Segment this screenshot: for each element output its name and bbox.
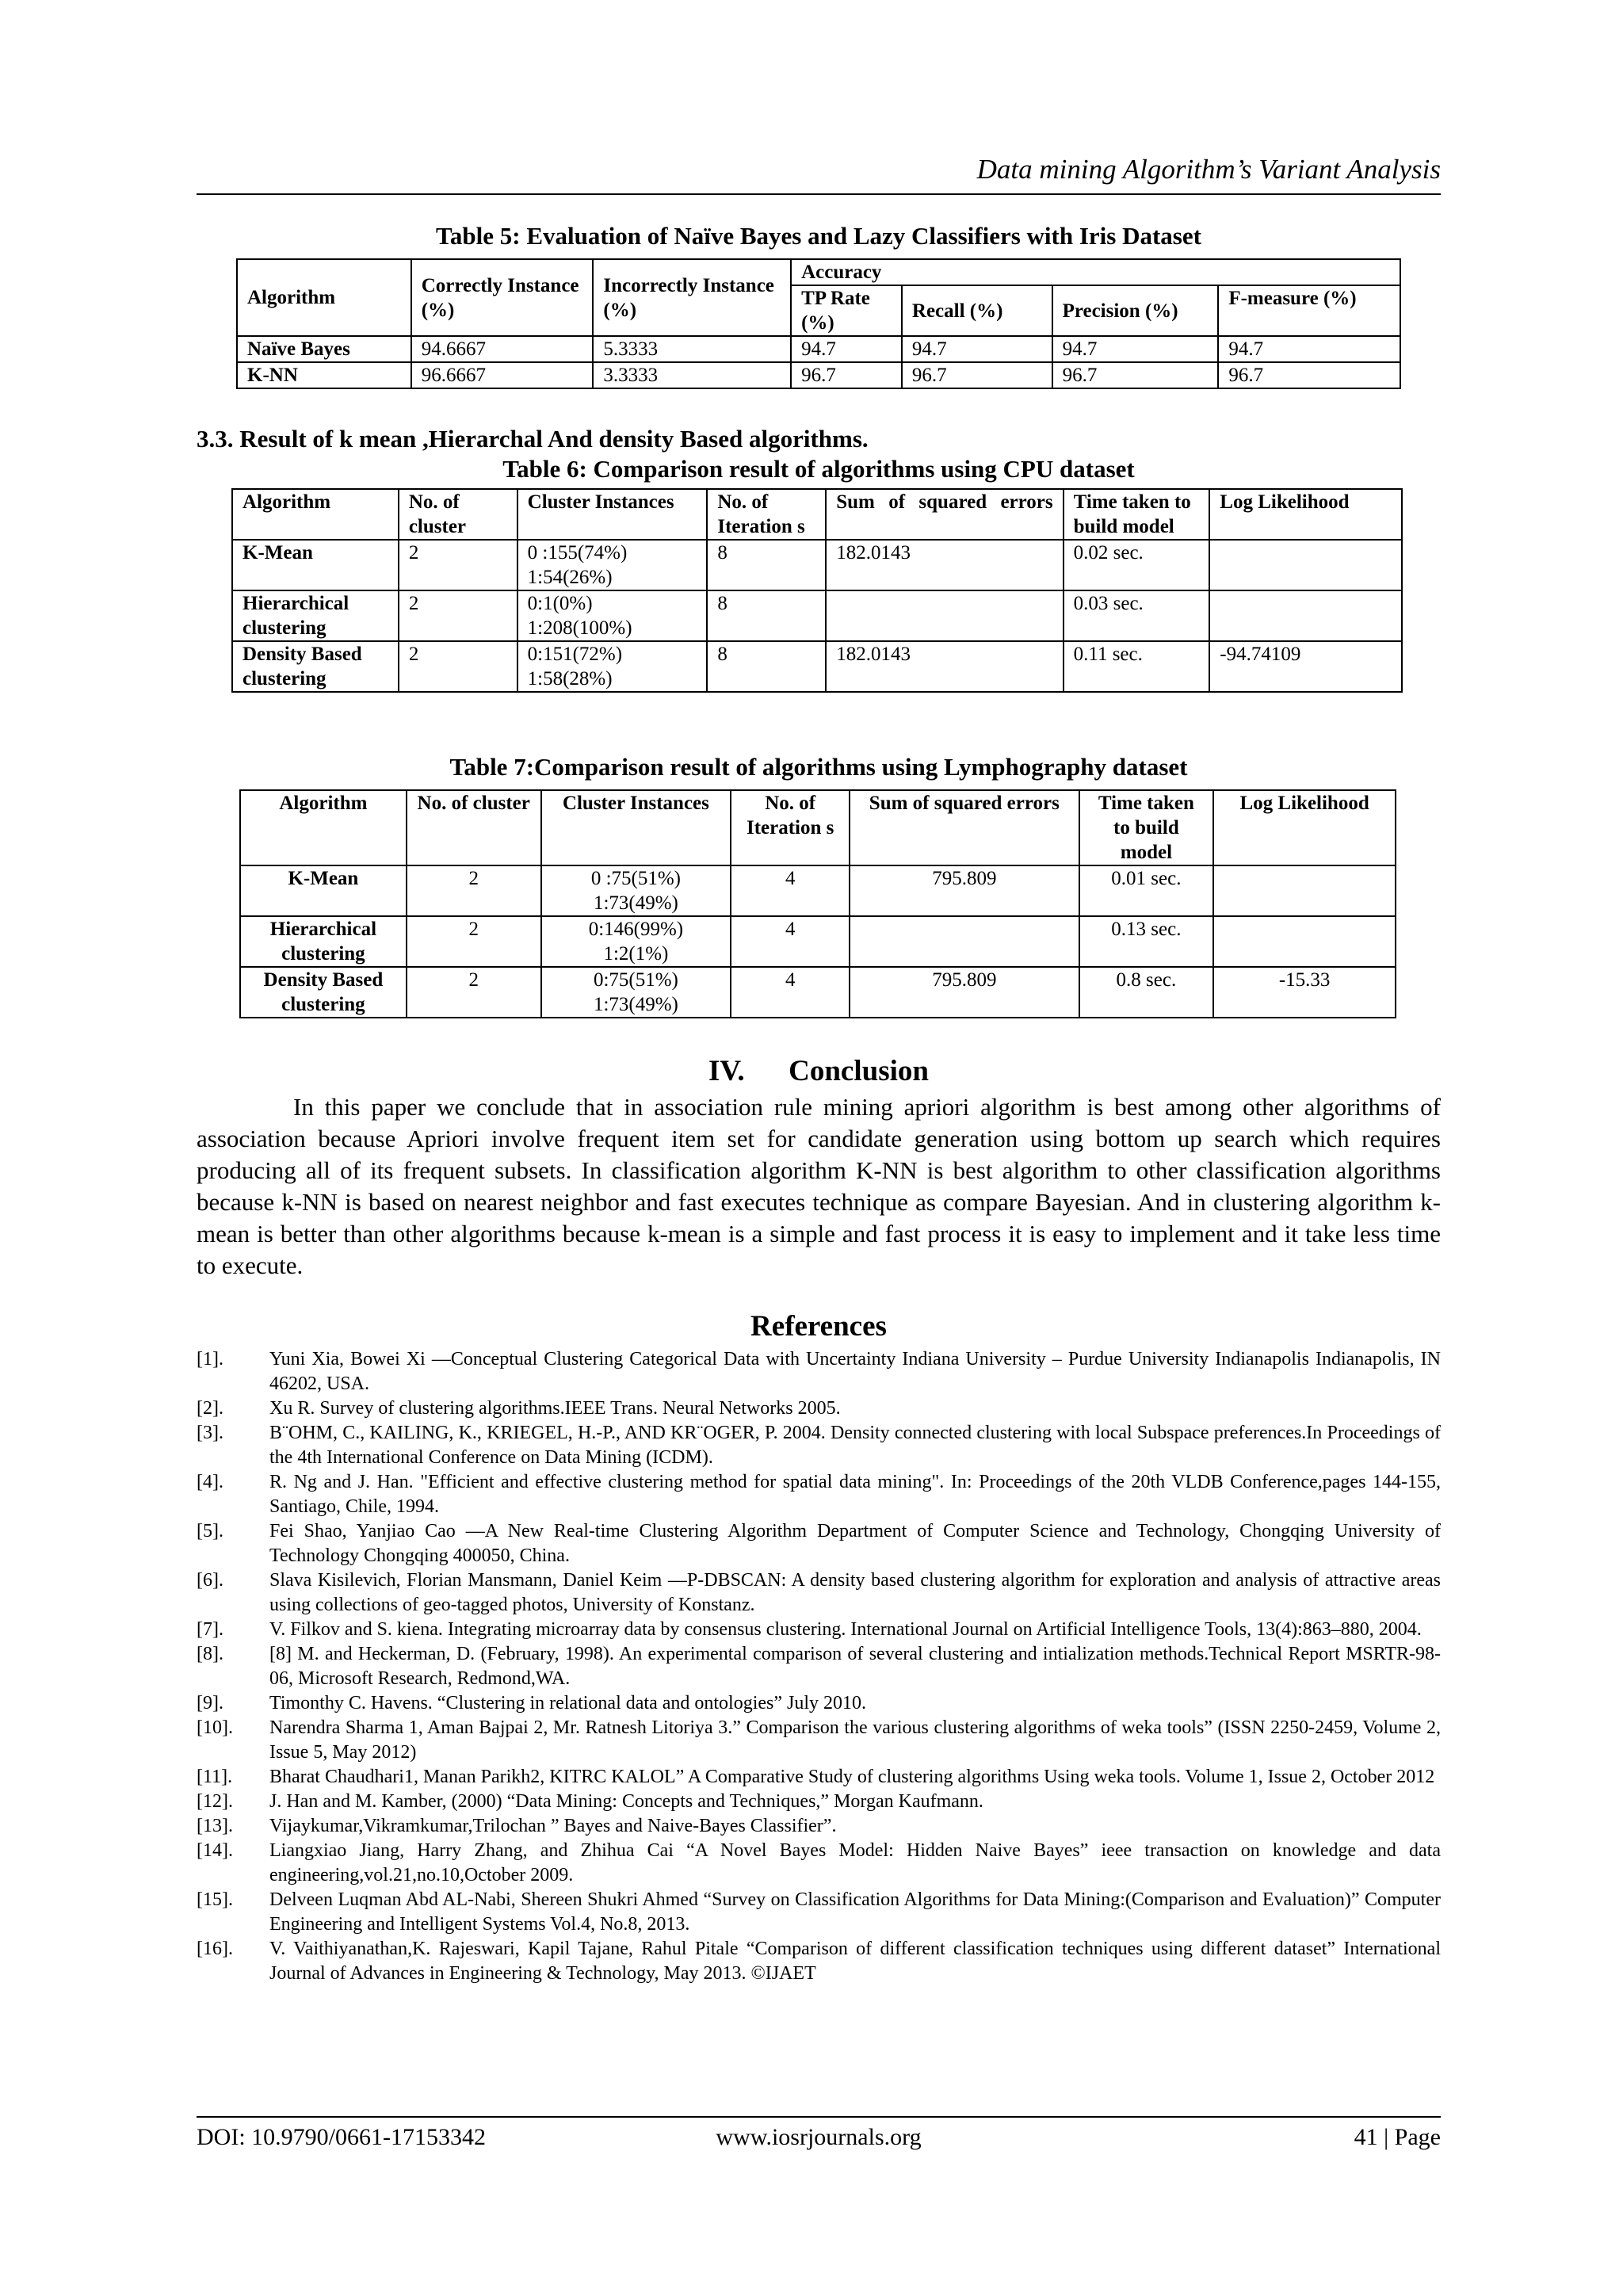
ref-number: [9]. (197, 1693, 223, 1713)
t6-cell: -94.74109 (1209, 641, 1402, 692)
t6-header: No. of cluster (399, 489, 517, 540)
ref-number: [4]. (197, 1472, 223, 1492)
ref-number: [13]. (197, 1816, 233, 1836)
t7-cell: 0.13 sec. (1079, 916, 1214, 967)
t5-cell: 94.7 (902, 336, 1052, 362)
t6-cell: 0.11 sec. (1064, 641, 1210, 692)
t7-cell: 2 (407, 865, 541, 916)
list-item (197, 1937, 1441, 1986)
ref-number: [8]. (197, 1644, 223, 1664)
t7-cell-instances (541, 865, 731, 916)
t7-cell-instances (541, 967, 731, 1018)
table6-title: Table 6: Comparison result of algorithms using CPU dataset (502, 455, 1135, 483)
table7 (239, 789, 1396, 1018)
t6-cell: Hierarchical clustering (232, 590, 399, 641)
t7-header: No. of cluster (407, 790, 541, 865)
t7-cell: 4 (731, 916, 850, 967)
t5-header-recall: Recall (%) (902, 285, 1052, 336)
ref-number: [3]. (197, 1423, 223, 1443)
table-row (232, 590, 1402, 641)
t7-header: Sum of squared errors (850, 790, 1079, 865)
t6-header: Time taken to build model (1064, 489, 1210, 540)
running-header: Data mining Algorithm’s Variant Analysis (976, 154, 1441, 185)
t7-header: Log Likelihood (1213, 790, 1396, 865)
t6-cell: 0.02 sec. (1064, 540, 1210, 590)
ref-number: [11]. (197, 1767, 233, 1787)
ref-number: [1]. (197, 1349, 223, 1370)
t7-cell (1213, 865, 1396, 916)
t6-cell: 8 (707, 590, 826, 641)
t7-cell: 795.809 (850, 967, 1079, 1018)
t6-cell: Density Based clustering (232, 641, 399, 692)
ref-text: J. Han and M. Kamber, (2000) “Data Mining: Concepts and Techniques,” Morgan Kaufmann. (269, 1791, 983, 1812)
t5-header-precision: Precision (%) (1052, 285, 1219, 336)
t5-cell: 5.3333 (593, 336, 791, 362)
ref-number: [15]. (197, 1889, 233, 1910)
footer-rule (197, 2116, 1441, 2118)
t7-cell: 4 (731, 967, 850, 1018)
ref-text: Narendra Sharma 1, Aman Bajpai 2, Mr. Ratnesh Litoriya 3.” Comparison the various clustering algorithms of weka tools” (ISSN 2250-2459, Volume 2, Issue 5, May 2012) (269, 1717, 1441, 1763)
ref-number: [16]. (197, 1939, 233, 1959)
t6-inst: 1:58(28%) (527, 668, 613, 690)
t6-inst: 0:151(72%) (527, 644, 623, 665)
list-item (197, 1618, 1441, 1642)
t6-cell-instances (517, 641, 708, 692)
t6-cell: 182.0143 (826, 540, 1063, 590)
t6-header: Algorithm (232, 489, 399, 540)
t6-cell (826, 590, 1063, 641)
t5-header-algorithm: Algorithm (237, 259, 411, 336)
list-item (197, 1642, 1441, 1691)
t7-cell (1213, 916, 1396, 967)
t7-cell: 4 (731, 865, 850, 916)
t5-cell: 94.7 (791, 336, 902, 362)
table5 (236, 258, 1401, 389)
ref-text: Yuni Xia, Bowei Xi ―Conceptual Clustering Categorical Data with Uncertainty Indiana University – Purdue University Indianapolis Indianapolis, IN 46202, USA. (269, 1349, 1441, 1394)
ref-number: [7]. (197, 1619, 223, 1640)
ref-text: Xu R. Survey of clustering algorithms.IEEE Trans. Neural Networks 2005. (269, 1398, 841, 1419)
references-heading: References (750, 1310, 887, 1343)
t7-cell: 795.809 (850, 865, 1079, 916)
table-row (240, 967, 1396, 1018)
t6-inst: 1:208(100%) (527, 617, 632, 639)
t6-cell: 182.0143 (826, 641, 1063, 692)
ref-text: Vijaykumar,Vikramkumar,Trilochan ” Bayes and Naive-Bayes Classifier”. (269, 1816, 837, 1836)
list-item (197, 1765, 1441, 1790)
list-item (197, 1396, 1441, 1421)
conclusion-heading: IV. Conclusion (708, 1055, 929, 1087)
ref-number: [5]. (197, 1521, 223, 1541)
conclusion-paragraph: In this paper we conclude that in association rule mining apriori algorithm is best among other algorithms of association because Apriori involve frequent item set for candidate generation using bottom up search which requires producing all of its frequent subsets. In classification algorithm K-NN is best algorithm to other classification algorithms because k-NN is based on nearest neighbor and fast executes technique as compare Bayesian. And in clustering algorithm k-mean is better than other algorithms because k-mean is a simple and fast process it is easy to implement and it take less time to execute. (197, 1093, 1441, 1279)
t7-cell: Density Based clustering (240, 967, 407, 1018)
t7-inst: 1:2(1%) (603, 943, 669, 965)
t5-cell: 96.7 (902, 362, 1052, 388)
table5-title: Table 5: Evaluation of Naïve Bayes and Lazy Classifiers with Iris Dataset (436, 222, 1201, 250)
t5-cell: 96.7 (1052, 362, 1219, 388)
t6-inst: 0:1(0%) (527, 593, 593, 614)
t6-cell: 2 (399, 641, 517, 692)
ref-number: [10]. (197, 1717, 233, 1738)
t6-header: No. of Iteration s (707, 489, 826, 540)
t7-cell: 0.01 sec. (1079, 865, 1214, 916)
section-heading: 3.3. Result of k mean ,Hierarchal And density Based algorithms. (197, 425, 869, 453)
ref-text: Fei Shao, Yanjiao Cao ―A New Real-time Clustering Algorithm Department of Computer Science and Technology, Chongqing University of Technology Chongqing 400050, China. (269, 1521, 1441, 1566)
t6-header: Log Likelihood (1209, 489, 1402, 540)
t6-cell: 2 (399, 590, 517, 641)
t7-cell: 2 (407, 967, 541, 1018)
t7-cell: -15.33 (1213, 967, 1396, 1018)
t7-inst: 0:146(99%) (588, 919, 684, 940)
t6-inst: 0 :155(74%) (527, 542, 628, 563)
ref-number: [2]. (197, 1398, 223, 1419)
t6-cell: 8 (707, 540, 826, 590)
list-item (197, 1347, 1441, 1396)
t6-inst: 1:54(26%) (527, 567, 613, 588)
table6 (231, 488, 1403, 693)
ref-text: Liangxiao Jiang, Harry Zhang, and Zhihua Cai “A Novel Bayes Model: Hidden Naive Bayes” ieee transaction on knowledge and data engineering,vol.21,no.10,October 2009. (269, 1840, 1441, 1885)
t6-cell (1209, 590, 1402, 641)
t5-cell: 96.6667 (411, 362, 594, 388)
table-row (240, 916, 1396, 967)
list-item (197, 1839, 1441, 1888)
t7-inst: 1:73(49%) (593, 892, 678, 914)
t7-cell: Hierarchical clustering (240, 916, 407, 967)
ref-text: Delveen Luqman Abd AL-Nabi, Shereen Shukri Ahmed “Survey on Classification Algorithms for Data Mining:(Comparison and Evaluation)” Computer Engineering and Intelligent Systems Vol.4, No.8, 2013. (269, 1889, 1441, 1935)
t6-cell-instances (517, 540, 708, 590)
table-row (232, 540, 1402, 590)
list-item (197, 1568, 1441, 1618)
t5-header-accuracy: Accuracy (791, 259, 1400, 285)
t6-cell: 2 (399, 540, 517, 590)
t6-cell: 0.03 sec. (1064, 590, 1210, 641)
table-row (237, 362, 1400, 388)
ref-number: [6]. (197, 1570, 223, 1591)
t5-cell: K-NN (237, 362, 411, 388)
ref-number: [14]. (197, 1840, 233, 1861)
ref-number: [12]. (197, 1791, 233, 1812)
t7-cell: K-Mean (240, 865, 407, 916)
ref-text: V. Vaithiyanathan,K. Rajeswari, Kapil Tajane, Rahul Pitale “Comparison of different classification techniques using different dataset” International Journal of Advances in Engineering & Technology, May 2013. ©IJAET (269, 1939, 1441, 1984)
t7-cell-instances (541, 916, 731, 967)
t5-header-fmeasure: F-measure (%) (1218, 285, 1400, 336)
t7-inst: 0:75(51%) (593, 969, 678, 991)
list-item (197, 1888, 1441, 1937)
table-row (232, 641, 1402, 692)
t5-cell: 96.7 (1218, 362, 1400, 388)
t5-header-incorrect: Incorrectly Instance (%) (593, 259, 791, 336)
ref-text: [8] M. and Heckerman, D. (February, 1998). An experimental comparison of several clustering and intialization methods.Technical Report MSRTR-98-06, Microsoft Research, Redmond,WA. (269, 1644, 1441, 1689)
ref-text: Bharat Chaudhari1, Manan Parikh2, KITRC KALOL” A Comparative Study of clustering algorithms Using weka tools. Volume 1, Issue 2, October 2012 (269, 1767, 1435, 1787)
t7-inst: 1:73(49%) (593, 994, 678, 1015)
t7-header: Algorithm (240, 790, 407, 865)
ref-text: V. Filkov and S. kiena. Integrating microarray data by consensus clustering. International Journal on Artificial Intelligence Tools, 13(4):863–880, 2004. (269, 1619, 1422, 1640)
list-item (197, 1519, 1441, 1568)
t7-cell: 2 (407, 916, 541, 967)
t7-header: Cluster Instances (541, 790, 731, 865)
t5-header-correct: Correctly Instance (%) (411, 259, 594, 336)
ref-text: Timonthy C. Havens. “Clustering in relational data and ontologies” July 2010. (269, 1693, 867, 1713)
t5-cell: 94.7 (1052, 336, 1219, 362)
ref-text: Slava Kisilevich, Florian Mansmann, Daniel Keim ―P-DBSCAN: A density based clustering algorithm for exploration and analysis of attractive areas using collections of geo-tagged photos, University of Konstanz. (269, 1570, 1441, 1615)
t6-cell-instances (517, 590, 708, 641)
table7-title: Table 7:Comparison result of algorithms using Lymphography dataset (449, 753, 1188, 781)
t7-header: Time taken to build model (1079, 790, 1214, 865)
t6-cell (1209, 540, 1402, 590)
t6-header: Cluster Instances (517, 489, 708, 540)
table-row (237, 336, 1400, 362)
list-item (197, 1421, 1441, 1470)
list-item (197, 1716, 1441, 1765)
footer-page-number: 41 | Page (1354, 2124, 1441, 2150)
t5-cell: 96.7 (791, 362, 902, 388)
t6-cell: 8 (707, 641, 826, 692)
t5-cell: Naïve Bayes (237, 336, 411, 362)
list-item (197, 1814, 1441, 1839)
table-row (240, 865, 1396, 916)
t6-header: Sum of squared errors (826, 489, 1063, 540)
t7-cell: 0.8 sec. (1079, 967, 1214, 1018)
t5-cell: 94.6667 (411, 336, 594, 362)
t7-inst: 0 :75(51%) (590, 868, 681, 889)
ref-text: B¨OHM, C., KAILING, K., KRIEGEL, H.-P., AND KR¨OGER, P. 2004. Density connected clustering with local Subspace preferences.In Proceedings of the 4th International Conference on Data Mining (ICDM). (269, 1423, 1441, 1468)
footer-doi: DOI: 10.9790/0661-17153342 (197, 2124, 486, 2150)
list-item (197, 1790, 1441, 1814)
t7-cell (850, 916, 1079, 967)
footer-url[interactable]: www.iosrjournals.org (716, 2124, 922, 2150)
ref-text: R. Ng and J. Han. "Efficient and effective clustering method for spatial data mining". In: Proceedings of the 20th VLDB Conference,pages 144-155, Santiago, Chile, 1994. (269, 1472, 1441, 1517)
list-item (197, 1470, 1441, 1519)
t7-header: No. of Iteration s (731, 790, 850, 865)
references-list (197, 1347, 1441, 1986)
list-item (197, 1691, 1441, 1716)
t5-cell: 3.3333 (593, 362, 791, 388)
t5-cell: 94.7 (1218, 336, 1400, 362)
header-rule (197, 193, 1441, 195)
t5-header-tp: TP Rate (%) (791, 285, 902, 336)
t6-cell: K-Mean (232, 540, 399, 590)
